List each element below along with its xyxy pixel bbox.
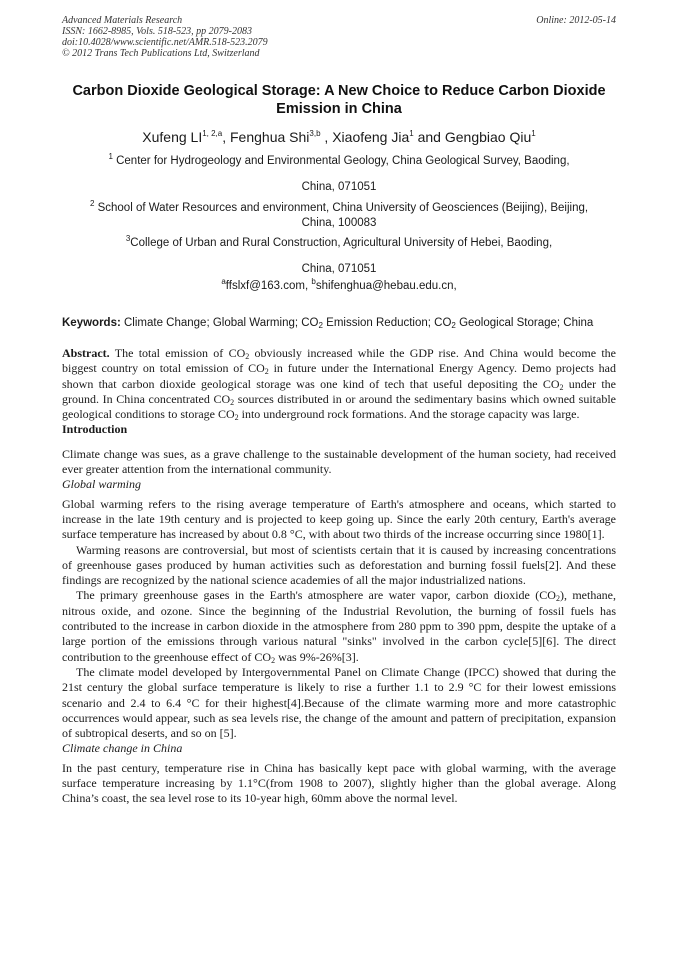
subscript: 2	[555, 594, 560, 604]
abstract-text: obviously increased while the GDP rise. And China would become the biggest country on total emission of CO	[62, 346, 616, 376]
abstract-text: sources distributed in or around the sedimentary basins which owned suitable geological conditions to storage CO	[62, 391, 617, 422]
paragraph: Global warming refers to the rising average temperature of Earth's atmosphere and oceans, which started to increase in the late 19th century and is projected to keep going up. Since the early 20th century, Earth's average surface temperature has increased by about 0.8 °C, with about two thirds of the increase occurring since 1980[1].	[62, 496, 616, 542]
author-separator: ,	[222, 129, 230, 145]
affiliation-2	[62, 201, 616, 231]
doi-line: doi:10.4028/www.scientific.net/AMR.518-523.2079	[62, 37, 268, 48]
affiliation-number: 2	[89, 199, 95, 208]
author-name: Fenghua Shi	[230, 129, 310, 145]
subscript: 2	[245, 352, 250, 361]
email-sup-b: b	[311, 277, 316, 286]
affiliation-number: 3	[125, 234, 131, 243]
paragraph-text: The primary greenhouse gases in the Earth's atmosphere are water vapor, carbon dioxide (CO	[76, 588, 556, 603]
online-date: Online: 2012-05-14	[536, 15, 616, 26]
affiliation-text: School of Water Resources and environment, China University of Geosciences (Beijing), Beijing,	[94, 202, 589, 214]
affiliation-text: College of Urban and Rural Construction, Agricultural University of Hebei, Baoding,	[130, 237, 553, 249]
paragraph-text: ), methane, nitrous oxide, and ozone. Since the beginning of the Industrial Revolution, the burning of fossil fuels has contributed to the increase in carbon dioxide in the atmosphere from 280 ppm to 390 ppm, despite the uptake of a large portion of the emissions through various natural "sinks" involved in the carbon cycle[5][6]. The direct contribution to the greenhouse effect of CO	[62, 588, 616, 664]
subsection-heading-global-warming: Global warming	[62, 477, 142, 492]
author-affil-sup: 1	[531, 129, 536, 138]
paper-title: Carbon Dioxide Geological Storage: A New Choice to Reduce Carbon Dioxide Emission in China	[72, 83, 606, 117]
affiliation-city: China, 071051	[301, 181, 377, 193]
keywords-text: Climate Change; Global Warming; CO	[120, 317, 319, 329]
subscript: 2	[271, 655, 276, 665]
abstract-text: The total emission of CO	[109, 346, 246, 360]
abstract-label: Abstract.	[62, 346, 110, 360]
paragraph: Climate change was sues, as a grave challenge to the sustainable development of the human society, had received ever greater attention from the international community.	[62, 446, 616, 477]
subscript: 2	[318, 321, 323, 330]
section-heading-introduction: Introduction	[62, 422, 128, 437]
author-affil-sup: 1, 2,a	[202, 129, 223, 138]
affiliation-3	[62, 236, 616, 277]
email-sup-a: a	[221, 277, 226, 286]
author-name: Xufeng LI	[142, 129, 203, 145]
affiliation-city: China, 100083	[301, 217, 377, 229]
paragraph: Warming reasons are controversial, but most of scientists certain that it is caused by increasing concentrations of greenhouse gases produced by human activities such as deforestation and burning fossil fuels[2]. And these findings are recognized by the national science academies of all the major industrialized nations.	[62, 542, 616, 588]
subsection-heading-climate-change-china: Climate change in China	[62, 741, 183, 756]
abstract	[62, 346, 616, 422]
subscript: 2	[559, 382, 564, 392]
author-name: Gengbiao Qiu	[444, 129, 532, 145]
affiliation-1	[62, 154, 616, 195]
abstract-text: under the ground. In China concentrated CO	[62, 376, 617, 406]
subscript: 2	[451, 321, 456, 330]
keywords-label: Keywords:	[62, 317, 121, 329]
paragraph	[62, 588, 616, 664]
keywords-text: Emission Reduction; CO	[322, 317, 452, 329]
author-separator: and	[413, 129, 445, 145]
journal-header	[62, 15, 616, 59]
author-affil-sup: 1	[409, 129, 414, 138]
email-a: ffslxf@163.com,	[225, 280, 312, 292]
subscript: 2	[264, 367, 269, 377]
paragraph: In the past century, temperature rise in China has basically kept pace with global warming, with the average surface temperature increasing by 1.1°C(from 1908 to 2007), slightly higher than the global average. Along China’s coast, the sea level rose to its 10-year high, 60mm above the normal level.	[62, 760, 616, 806]
affiliation-city: China, 071051	[301, 263, 377, 275]
keywords	[62, 316, 616, 330]
copyright-line: © 2012 Trans Tech Publications Ltd, Switzerland	[62, 48, 260, 59]
keywords-text: Geological Storage; China	[455, 317, 594, 329]
author-name: Xiaofeng Jia	[332, 129, 410, 145]
author-list	[62, 128, 616, 146]
journal-name: Advanced Materials Research	[62, 15, 183, 26]
affiliation-number: 1	[108, 152, 113, 161]
issn-line: ISSN: 1662-8985, Vols. 518-523, pp 2079-2083	[62, 26, 252, 37]
paragraph-text: was 9%-26%[3].	[275, 649, 359, 664]
author-separator: ,	[320, 129, 333, 145]
abstract-text: into underground rock formations. And the storage capacity was large.	[238, 407, 580, 422]
affiliation-text: Center for Hydrogeology and Environmental Geology, China Geological Survey, Baoding,	[112, 155, 570, 167]
subscript: 2	[234, 413, 239, 423]
author-emails	[62, 279, 616, 294]
abstract-text: in future under the International Energy Agency. Demo projects had shown that carbon dioxide geological storage was one kind of tech that useful depositing the CO	[62, 361, 616, 391]
subscript: 2	[230, 397, 235, 407]
email-b: shifenghua@hebau.edu.cn,	[315, 280, 457, 292]
paragraph: The climate model developed by Intergovernmental Panel on Climate Change (IPCC) showed that during the 21st century the global surface temperature is likely to rise a further 1.1 to 2.9 °C for their lowest emissions scenario and 2.4 to 6.4 °C for their highest[4].Because of the climate warming more and more catastrophic occurrences would appear, such as sea levels rise, the change of the amount and pattern of precipitation, expansion of subtropical deserts, and so on [5].	[62, 664, 616, 741]
author-affil-sup: 3,b	[309, 129, 321, 138]
paper-body	[62, 346, 616, 807]
